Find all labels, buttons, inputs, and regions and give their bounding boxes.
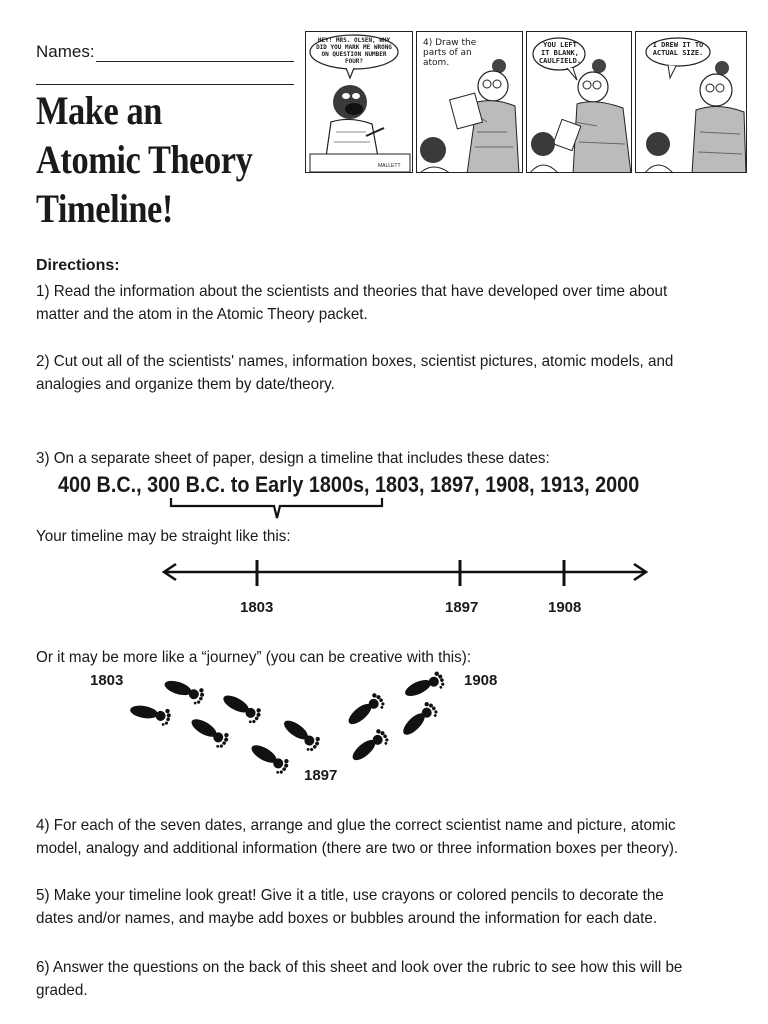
straight-timeline-intro: Your timeline may be straight like this:: [36, 528, 291, 545]
comic-panel-3: [526, 31, 632, 173]
footprint-icon: [219, 691, 263, 726]
title-line-3: Timeline!: [36, 186, 173, 231]
date-range-brace: [168, 496, 386, 524]
comic-panel-4: [635, 31, 747, 173]
footprint-icon: [187, 715, 231, 751]
step-5: 5) Make your timeline look great! Give it a title, use crayons or colored pencils to decorate the dates and/or names, and maybe add boxes or bubbles around the information for each date.: [36, 887, 664, 927]
directions-heading: Directions:: [36, 257, 120, 274]
step-6: 6) Answer the questions on the back of this sheet and look over the rubric to see how this will be graded.: [36, 959, 683, 999]
footprint-icon: [399, 700, 440, 741]
journey-timeline: [120, 664, 460, 778]
journey-label-1803: 1803: [90, 672, 124, 689]
journey-timeline-intro: Or it may be more like a “journey” (you can be creative with this):: [36, 649, 472, 666]
step-1: 1) Read the information about the scientists and theories that have developed over time about matter and the atom in the Atomic Theory packet.: [36, 283, 668, 323]
timeline-label-1897: 1897: [445, 599, 479, 616]
required-dates: 400 B.C., 300 B.C. to Early 1800s, 1803, 1897, 1908, 1913, 2000: [58, 472, 640, 497]
comic-signature: MALLETT: [378, 163, 401, 169]
timeline-label-1908: 1908: [548, 599, 582, 616]
footprint-icon: [247, 741, 291, 777]
comic-panel-4-text: I DREW IT TO ACTUAL SIZE.: [652, 41, 704, 57]
timeline-label-1803: 1803: [240, 599, 274, 616]
journey-label-1908: 1908: [464, 672, 498, 689]
step-4: 4) For each of the seven dates, arrange and glue the correct scientist name and picture, atomic model, analogy and additional information (there are two or three information boxes per theory).: [36, 817, 679, 857]
page-title: [36, 86, 252, 233]
footprint-icon: [279, 716, 323, 754]
names-line-2[interactable]: [36, 84, 294, 85]
comic-panel-1: [305, 31, 413, 173]
comic-panel-3-text: YOU LEFT IT BLANK, CAULFIELD.: [538, 41, 582, 65]
footprint-icon: [345, 691, 388, 731]
names-line-1[interactable]: [96, 61, 294, 62]
straight-timeline: [158, 558, 652, 588]
names-label: Names:: [36, 42, 95, 61]
comic-panel-2-text: 4) Draw the parts of an atom.: [423, 38, 477, 68]
footprint-icon: [128, 702, 171, 726]
footprint-icon: [402, 670, 447, 703]
footprint-icon: [161, 677, 205, 706]
step-2: 2) Cut out all of the scientists' names, information boxes, scientist pictures, atomic models, and analogies and organize them by date/theory.: [36, 353, 674, 393]
comic-panel-2: [416, 31, 523, 173]
title-line-1: Make an: [36, 88, 162, 133]
step-3: 3) On a separate sheet of paper, design a timeline that includes these dates:: [36, 450, 550, 467]
comic-panel-1-text: HEY! MRS. OLSEN, WHY DID YOU MARK ME WRONG ON QUESTION NUMBER FOUR?: [316, 37, 392, 65]
footprint-icon: [349, 727, 392, 767]
journey-label-1897: 1897: [304, 767, 338, 784]
title-line-2: Atomic Theory: [36, 137, 253, 182]
comic-strip: [305, 31, 747, 173]
